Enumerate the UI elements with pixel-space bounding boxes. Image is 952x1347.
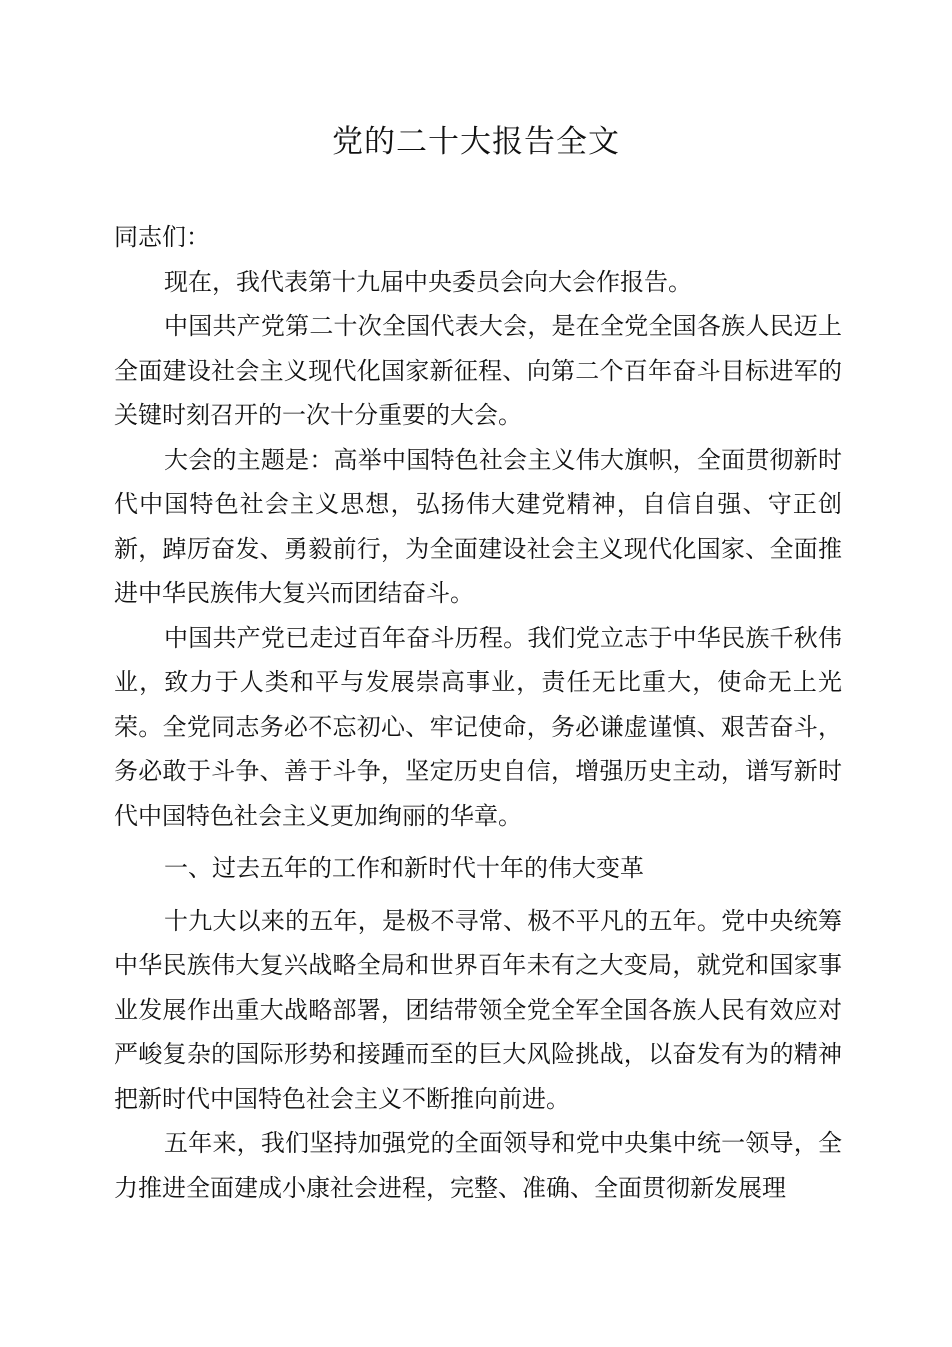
section-heading: 一、过去五年的工作和新时代十年的伟大变革 (164, 854, 644, 882)
document-body (114, 215, 842, 1210)
paragraph: 五年来，我们坚持加强党的全面领导和党中央集中统一领导，全力推进全面建成小康社会进程，完整、准确、全面贯彻新发展理 (114, 1129, 842, 1202)
salutation: 同志们： (114, 223, 210, 251)
paragraph: 中国共产党已走过百年奋斗历程。我们党立志于中华民族千秋伟业，致力于人类和平与发展崇高事业，责任无比重大，使命无上光荣。全党同志务必不忘初心、牢记使命，务必谦虚谨慎、艰苦奋斗，务必敢于斗争、善于斗争，坚定历史自信，增强历史主动，谱写新时代中国特色社会主义更加绚丽的华章。 (114, 623, 842, 830)
paragraph: 中国共产党第二十次全国代表大会，是在全党全国各族人民迈上全面建设社会主义现代化国家新征程、向第二个百年奋斗目标进军的关键时刻召开的一次十分重要的大会。 (114, 312, 842, 429)
paragraph: 大会的主题是：高举中国特色社会主义伟大旗帜，全面贯彻新时代中国特色社会主义思想，弘扬伟大建党精神，自信自强、守正创新，踔厉奋发、勇毅前行，为全面建设社会主义现代化国家、全面推进中华民族伟大复兴而团结奋斗。 (114, 445, 842, 607)
document-title: 党的二十大报告全文 (332, 124, 620, 160)
paragraph: 十九大以来的五年，是极不寻常、极不平凡的五年。党中央统筹中华民族伟大复兴战略全局和世界百年未有之大变局，就党和国家事业发展作出重大战略部署，团结带领全党全军全国各族人民有效应对严峻复杂的国际形势和接踵而至的巨大风险挑战，以奋发有为的精神把新时代中国特色社会主义不断推向前进。 (114, 906, 842, 1113)
paragraph: 现在，我代表第十九届中央委员会向大会作报告。 (164, 267, 692, 296)
